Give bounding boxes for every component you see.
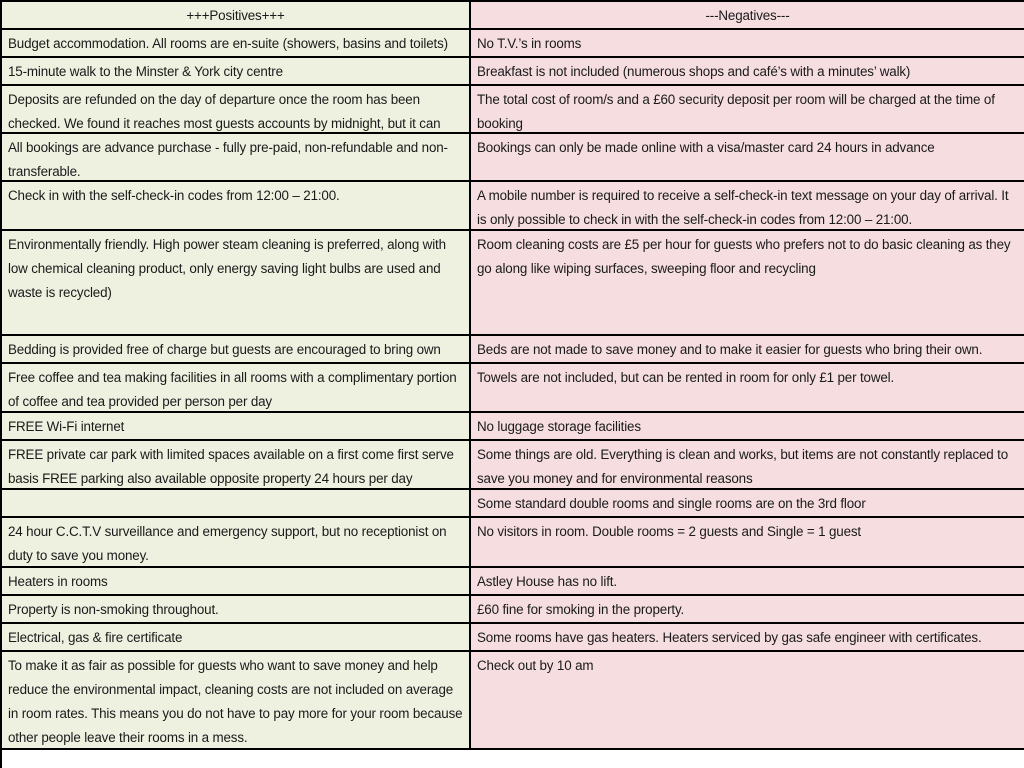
negative-cell: Room cleaning costs are £5 per hour for guests who prefers not to do basic cleaning as they go along like wiping surfaces, sweeping floor and recycling [471,231,1024,336]
positive-cell: 24 hour C.C.T.V surveillance and emergency support, but no receptionist on duty to save you money. [2,518,471,568]
negative-cell: No T.V.’s in rooms [471,30,1024,58]
positive-cell: Heaters in rooms [2,568,471,596]
positive-cell-empty [2,490,471,518]
negative-cell: Some standard double rooms and single rooms are on the 3rd floor [471,490,1024,518]
negative-cell: No visitors in room. Double rooms = 2 guests and Single = 1 guest [471,518,1024,568]
negative-cell: Some things are old. Everything is clean and works, but items are not constantly replaced to save you money and for environmental reasons [471,441,1024,490]
positive-cell: Property is non-smoking throughout. [2,596,471,624]
positive-cell: Bedding is provided free of charge but guests are encouraged to bring own [2,336,471,364]
negative-cell: Some rooms have gas heaters. Heaters serviced by gas safe engineer with certificates. [471,624,1024,652]
negative-cell: Check out by 10 am [471,652,1024,750]
positive-cell: Free coffee and tea making facilities in all rooms with a complimentary portion of coffee and tea provided per person per day [2,364,471,413]
positive-cell: Electrical, gas & fire certificate [2,624,471,652]
negative-cell: Towels are not included, but can be rented in room for only £1 per towel. [471,364,1024,413]
positive-cell: To make it as fair as possible for guests who want to save money and help reduce the environmental impact, cleaning costs are not included on average in room rates. This means you do not have to pay more for your room because other people leave their rooms in a mess. [2,652,471,750]
negative-cell: Astley House has no lift. [471,568,1024,596]
positive-cell: Budget accommodation. All rooms are en-suite (showers, basins and toilets) [2,30,471,58]
negative-cell: Beds are not made to save money and to make it easier for guests who bring their own. [471,336,1024,364]
positive-cell: All bookings are advance purchase - fully pre-paid, non-refundable and non-transferable. [2,134,471,182]
negatives-header: ---Negatives--- [471,2,1024,30]
negative-cell: £60 fine for smoking in the property. [471,596,1024,624]
positive-cell: Environmentally friendly. High power steam cleaning is preferred, along with low chemical cleaning product, only energy saving light bulbs are used and waste is recycled) [2,231,471,336]
negative-cell: The total cost of room/s and a £60 security deposit per room will be charged at the time of booking [471,86,1024,134]
negative-cell: Bookings can only be made online with a visa/master card 24 hours in advance [471,134,1024,182]
positive-cell: FREE private car park with limited spaces available on a first come first serve basis FREE parking also available opposite property 24 hours per day [2,441,471,490]
positive-cell: 15-minute walk to the Minster & York city centre [2,58,471,86]
negative-cell: A mobile number is required to receive a self-check-in text message on your day of arrival. It is only possible to check in with the self-check-in codes from 12:00 – 21:00. [471,182,1024,231]
positive-cell: Deposits are refunded on the day of departure once the room has been checked. We found it reaches most guests accounts by midnight, but it can [2,86,471,134]
negative-cell: No luggage storage facilities [471,413,1024,441]
positives-header: +++Positives+++ [2,2,471,30]
positive-cell: FREE Wi-Fi internet [2,413,471,441]
negative-cell: Breakfast is not included (numerous shops and café’s with a minutes’ walk) [471,58,1024,86]
positive-cell: Check in with the self-check-in codes from 12:00 – 21:00. [2,182,471,231]
